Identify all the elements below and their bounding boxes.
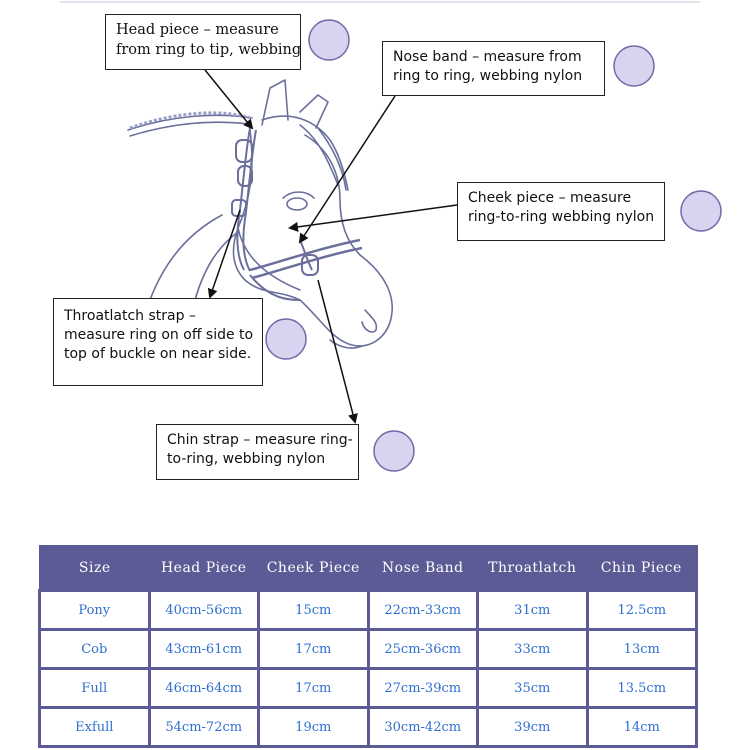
cell-chin-piece: 13.5cm	[587, 669, 697, 708]
callout-nose-band	[382, 41, 605, 96]
cell-head-piece: 46cm-64cm	[149, 669, 259, 708]
table-row	[40, 708, 697, 747]
marker-circle-cheek	[681, 191, 721, 231]
callout-throat-line-3: top of buckle on near side.	[64, 345, 252, 362]
callout-head-line-1: Head piece – measure	[116, 22, 279, 38]
callout-chin-strap	[156, 424, 359, 480]
callout-cheek-piece	[457, 182, 665, 241]
table-row	[40, 591, 697, 630]
cell-head-piece: 40cm-56cm	[149, 591, 259, 630]
cell-cheek-piece: 15cm	[259, 591, 369, 630]
cell-throatlatch: 31cm	[478, 591, 588, 630]
callout-nose-line-2: ring to ring, webbing nylon	[393, 67, 583, 84]
header-cheek-piece: Cheek Piece	[259, 546, 369, 591]
header-nose-band: Nose Band	[368, 546, 478, 591]
cell-cheek-piece: 19cm	[259, 708, 369, 747]
size-table	[38, 545, 698, 748]
cell-size: Exfull	[40, 708, 150, 747]
cell-chin-piece: 14cm	[587, 708, 697, 747]
cell-head-piece: 43cm-61cm	[149, 630, 259, 669]
callout-nose-line-1: Nose band – measure from	[393, 49, 582, 65]
cell-nose-band: 27cm-39cm	[368, 669, 478, 708]
cell-cheek-piece: 17cm	[259, 669, 369, 708]
header-throatlatch: Throatlatch	[478, 546, 588, 591]
header-size: Size	[40, 546, 150, 591]
halter-icon	[232, 128, 362, 300]
header-chin-piece: Chin Piece	[587, 546, 697, 591]
callout-chin-line-2: to-ring, webbing nylon	[167, 450, 326, 467]
callout-throatlatch	[53, 298, 263, 386]
table-header-row	[40, 546, 697, 591]
cell-cheek-piece: 17cm	[259, 630, 369, 669]
header-head-piece: Head Piece	[149, 546, 259, 591]
callout-throat-line-1: Throatlatch strap –	[64, 308, 196, 324]
cell-size: Pony	[40, 591, 150, 630]
table-row	[40, 630, 697, 669]
cell-head-piece: 54cm-72cm	[149, 708, 259, 747]
callout-cheek-line-1: Cheek piece – measure	[468, 190, 632, 206]
callout-cheek-line-2: ring-to-ring webbing nylon	[468, 208, 655, 225]
table-row	[40, 669, 697, 708]
marker-circle-nose	[614, 46, 654, 86]
cell-throatlatch: 35cm	[478, 669, 588, 708]
cell-nose-band: 22cm-33cm	[368, 591, 478, 630]
cell-throatlatch: 39cm	[478, 708, 588, 747]
marker-circle-chin	[374, 431, 414, 471]
callout-head-line-2: from ring to tip, webbing	[116, 41, 302, 58]
cell-nose-band: 30cm-42cm	[368, 708, 478, 747]
cell-chin-piece: 12.5cm	[587, 591, 697, 630]
callout-throat-line-2: measure ring on off side to	[64, 326, 254, 343]
cell-size: Full	[40, 669, 150, 708]
cell-size: Cob	[40, 630, 150, 669]
cell-throatlatch: 33cm	[478, 630, 588, 669]
callout-head-piece	[105, 14, 301, 70]
marker-circle-throatlatch	[266, 319, 306, 359]
callout-chin-line-1: Chin strap – measure ring-	[167, 432, 353, 448]
marker-circle-head	[309, 20, 349, 60]
cell-nose-band: 25cm-36cm	[368, 630, 478, 669]
cell-chin-piece: 13cm	[587, 630, 697, 669]
